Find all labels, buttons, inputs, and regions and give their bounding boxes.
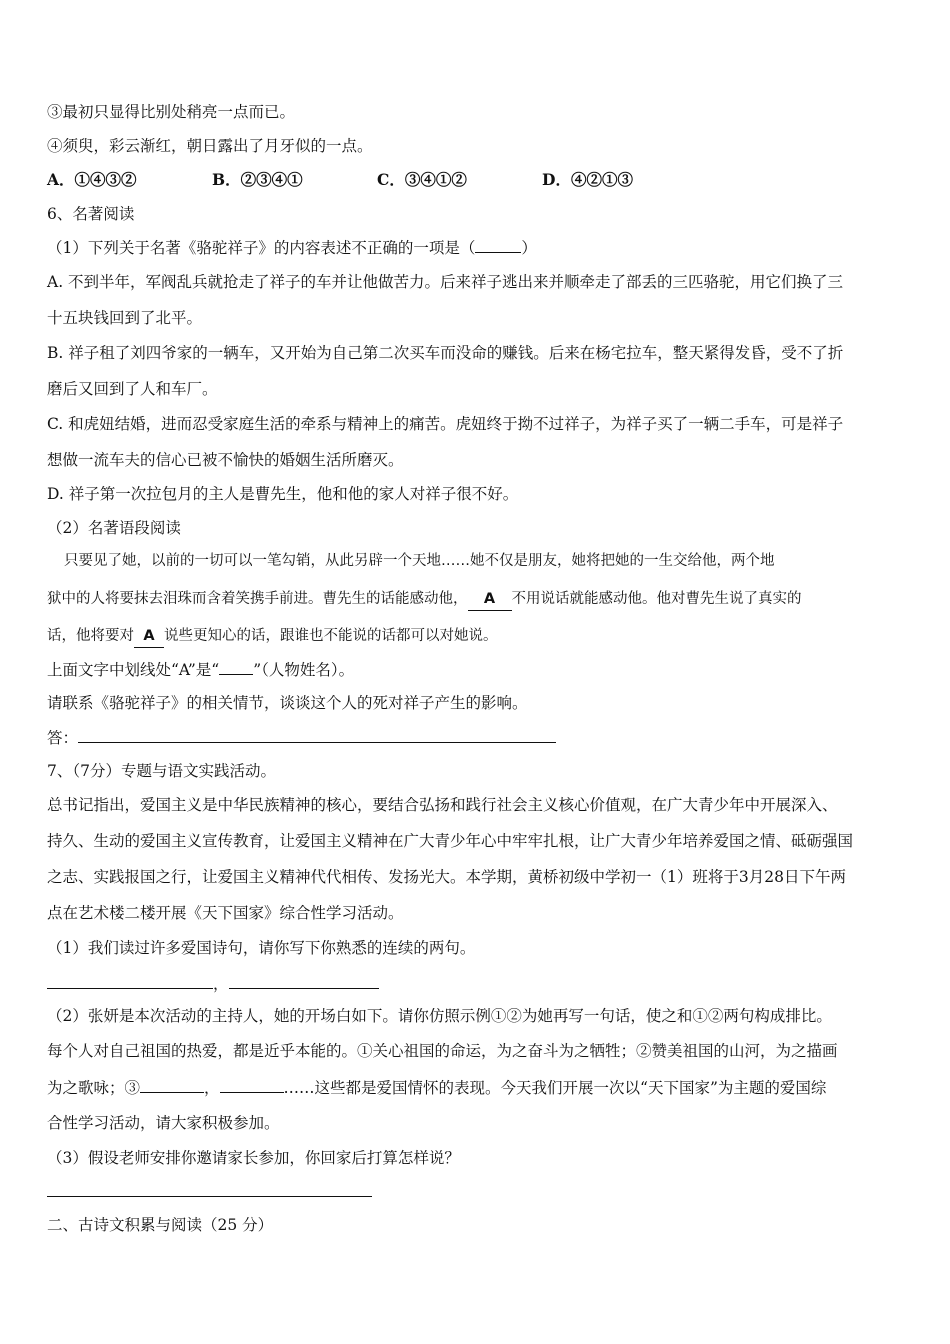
question-7-heading: 7、（7分）专题与语文实践活动。 <box>47 762 276 780</box>
option-c-line: C. 和虎妞结婚，进而忍受家庭生活的牵系与精神上的痛苦。虎妞终于拗不过祥子，为祥子买了一辆二手车，可是祥子 <box>47 415 844 433</box>
answer-blank[interactable] <box>220 1076 284 1093</box>
option-a-line: 十五块钱回到了北平。 <box>47 309 203 327</box>
text-line: 持久、生动的爱国主义宣传教育，让爱国主义精神在广大青少年心中牢牢扎根，让广大青少年培养爱国之情、砥砺强国 <box>47 832 854 850</box>
question-text: ） <box>521 239 537 257</box>
option-a: A．①④③② <box>47 170 137 189</box>
passage-line <box>47 625 498 648</box>
text-line: 总书记指出，爱国主义是中华民族精神的核心，要结合弘扬和践行社会主义核心价值观，在广大青少年中开展深入、 <box>47 796 838 814</box>
answer-label: 答： <box>47 729 79 747</box>
question-7-2: （2）张妍是本次活动的主持人，她的开场白如下。请你仿照示例①②为她再写一句话，使之和①②两句构成排比。 <box>47 1007 832 1025</box>
answer-blank[interactable] <box>219 658 253 675</box>
answer-blank[interactable] <box>78 726 556 743</box>
question-text: （1）下列关于名著《骆驼祥子》的内容表述不正确的一项是（ <box>47 239 476 257</box>
question-7-3: （3）假设老师安排你邀请家长参加，你回家后打算怎样说？ <box>47 1149 460 1167</box>
option-b-line: B. 祥子租了刘四爷家的一辆车，又开始为自己第二次买车而没命的赚钱。后来在杨宅拉车，整天紧得发昏，受不了折 <box>47 344 844 362</box>
text-segment: 为之歌咏；③ <box>47 1079 141 1097</box>
passage-text: 狱中的人将要抹去泪珠而含着笑携手前进。曹先生的话能感动他， <box>47 591 468 607</box>
question-6-1 <box>47 236 537 259</box>
answer-blank[interactable] <box>47 972 213 989</box>
option-c: C．③④①② <box>377 170 467 189</box>
passage-text: 话，他将要对 <box>47 628 134 644</box>
answer-blank[interactable] <box>229 972 379 989</box>
text-line: 点在艺术楼二楼开展《天下国家》综合性学习活动。 <box>47 904 404 922</box>
option-b: B．②③④① <box>212 170 303 189</box>
question-7-1: （1）我们读过许多爱国诗句，请你写下你熟悉的连续的两句。 <box>47 939 476 957</box>
option-c-line: 想做一流车夫的信心已被不愉快的婚姻生活所磨灭。 <box>47 451 404 469</box>
underlined-mark: A <box>134 625 164 648</box>
passage-text: 不用说话就能感动他。他对曹先生说了真实的 <box>511 591 802 607</box>
underlined-mark: A <box>468 588 512 611</box>
comma: ， <box>213 975 229 993</box>
answer-line <box>47 972 379 995</box>
option-d-line: D. 祥子第一次拉包月的主人是曹先生，他和他的家人对祥子很不好。 <box>47 485 519 503</box>
text-line: ③最初只显得比别处稍亮一点而已。 <box>47 103 296 121</box>
text-line: 每个人对自己祖国的热爱，都是近乎本能的。①关心祖国的命运，为之奋斗为之牺牲；②赞美祖国的山河，为之描画 <box>47 1042 838 1060</box>
answer-line <box>47 726 556 749</box>
text-segment: ， <box>204 1079 220 1097</box>
question-6-2: （2）名著语段阅读 <box>47 519 181 537</box>
passage-line <box>47 588 802 611</box>
text-line <box>47 1076 826 1099</box>
question-text: ”（人物姓名）。 <box>253 661 355 679</box>
section-2-heading: 二、古诗文积累与阅读（25 分） <box>47 1216 274 1234</box>
question-6-heading: 6、名著阅读 <box>47 205 135 223</box>
answer-blank[interactable] <box>140 1076 204 1093</box>
text-line: ④须臾，彩云渐红，朝日露出了月牙似的一点。 <box>47 137 373 155</box>
text-segment: ……这些都是爱国情怀的表现。今天我们开展一次以“天下国家”为主题的爱国综 <box>283 1079 827 1097</box>
question-text: 上面文字中划线处“A”是“ <box>47 661 220 679</box>
option-d: D．④②①③ <box>542 170 633 189</box>
passage-line: 只要见了她，以前的一切可以一笔勾销，从此另辟一个天地……她不仅是朋友，她将把她的一生交给他，两个地 <box>64 553 775 569</box>
text-line: 合性学习活动，请大家积极参加。 <box>47 1114 280 1132</box>
option-a-line: A. 不到半年，军阀乱兵就抢走了祥子的车并让他做苦力。后来祥子逃出来并顺牵走了部丢的三匹骆驼，用它们换了三 <box>47 273 844 291</box>
passage-text: 说些更知心的话，跟谁也不能说的话都可以对她说。 <box>164 628 498 644</box>
answer-rule[interactable] <box>47 1196 372 1197</box>
question-line <box>47 658 354 681</box>
option-b-line: 磨后又回到了人和车厂。 <box>47 380 218 398</box>
question-line: 请联系《骆驼祥子》的相关情节，谈谈这个人的死对祥子产生的影响。 <box>47 694 528 712</box>
answer-blank[interactable] <box>475 236 521 253</box>
text-line: 之志、实践报国之行，让爱国主义精神代代相传、发扬光大。本学期，黄桥初级中学初一（1）班将于3月28日下午两 <box>47 868 846 886</box>
options-row <box>47 169 633 191</box>
